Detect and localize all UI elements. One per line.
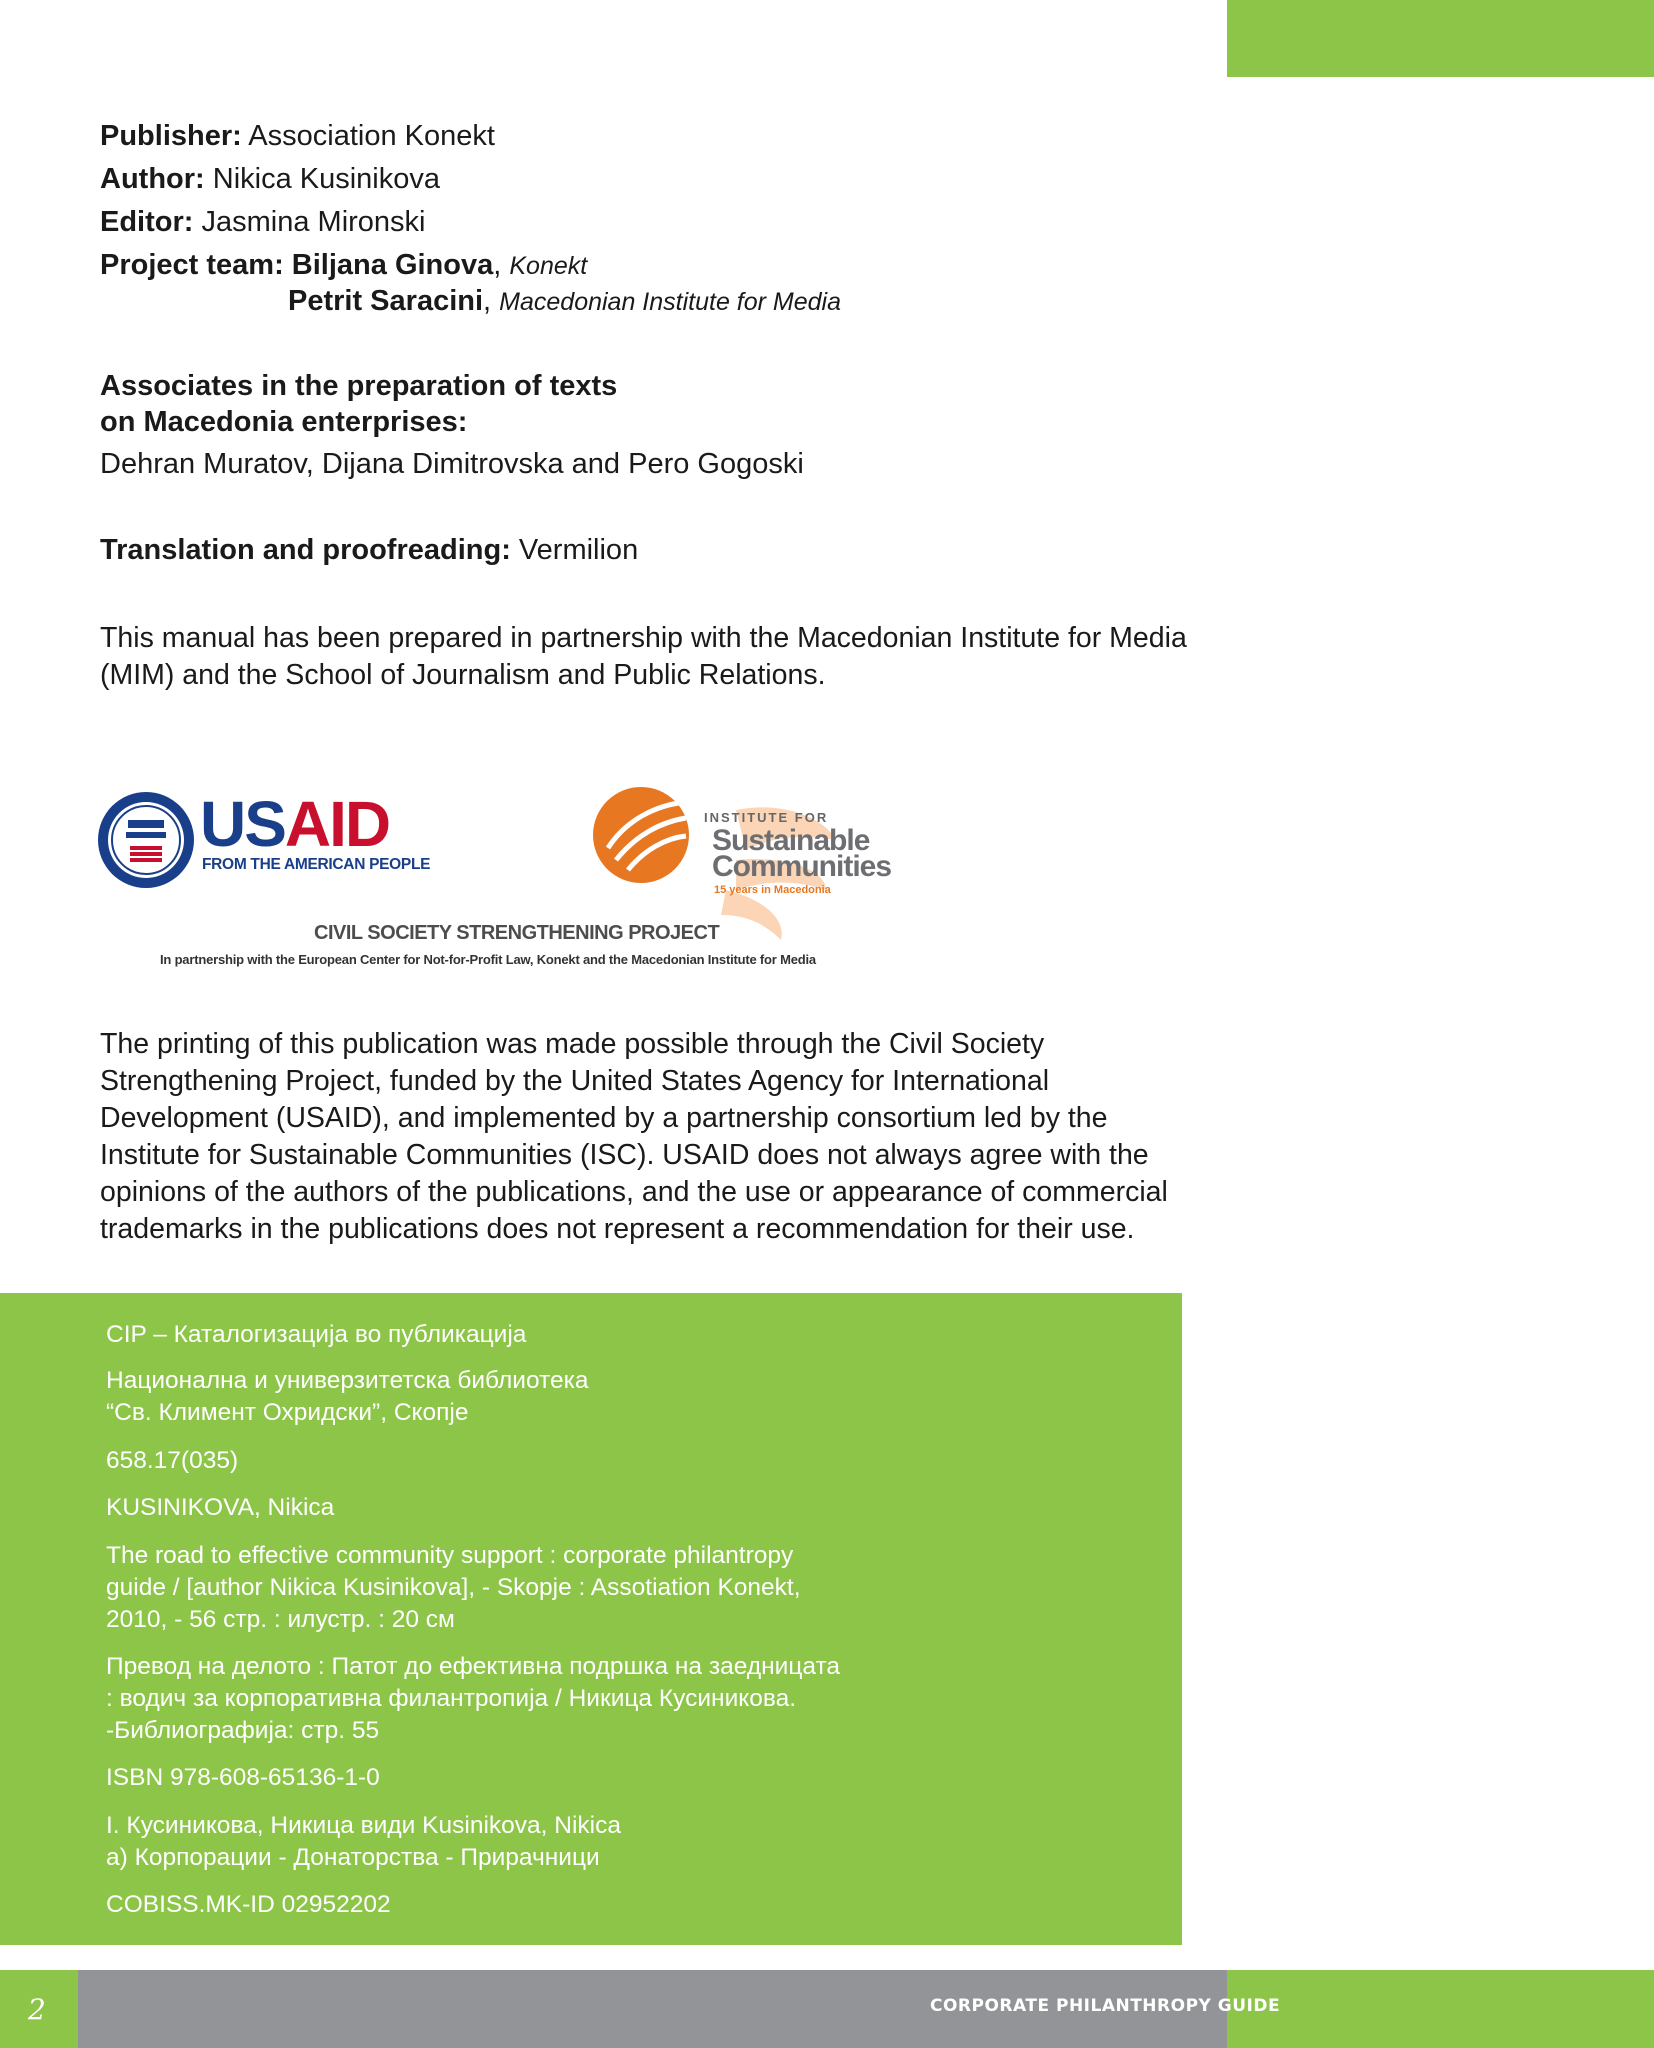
cip-classification: 658.17(035) (106, 1447, 239, 1474)
team-member-org: Konekt (509, 252, 588, 280)
editor-line (100, 204, 426, 240)
publisher-line (100, 118, 495, 154)
cip-cobiss: COBISS.MK-ID 02952202 (106, 1891, 391, 1918)
footer-title: CORPORATE PHILANTHROPY GUIDE (930, 1996, 1281, 2016)
cip-catalog-box (0, 1293, 1182, 1945)
cip-bibliography: -Библиографија: стр. 55 (106, 1717, 380, 1744)
associates-heading-1: Associates in the preparation of texts (100, 370, 618, 402)
publisher-value: Association Konekt (248, 120, 495, 152)
cip-translation-1: Превод на делото : Патот до ефективна подршка на заедницата (106, 1653, 841, 1680)
isc-name-line2: Communities (712, 850, 892, 883)
author-label: Author: (100, 163, 205, 195)
cip-library: Национална и универзитетска библиотека (106, 1367, 589, 1394)
sponsor-logos (96, 780, 976, 980)
team-member-name: Petrit Saracini (288, 285, 484, 317)
cip-title-1: The road to effective community support : corporate philantropy (106, 1542, 794, 1569)
translation-label: Translation and proofreading: (100, 534, 511, 566)
editor-label: Editor: (100, 206, 194, 238)
usaid-tagline: FROM THE AMERICAN PEOPLE (202, 856, 431, 873)
partnership-note: This manual has been prepared in partnership with the Macedonian Institute for Media (MIM) and the School of Journalism and Public Relations. (100, 622, 1187, 691)
project-partners: In partnership with the European Center for Not-for-Profit Law, Konekt and the Macedonian Institute for Media (160, 952, 816, 967)
translation-line (100, 532, 638, 568)
project-title: CIVIL SOCIETY STRENGTHENING PROJECT (314, 922, 720, 944)
cip-title-3: 2010, - 56 стр. : илустр. : 20 см (106, 1606, 455, 1633)
page-number: 2 (28, 1993, 46, 2026)
project-team-label: Project team: (100, 249, 284, 281)
team-member-name: Biljana Ginova (291, 249, 494, 281)
cip-index-2: а) Корпорации - Донаторства - Прирачници (106, 1844, 600, 1871)
cip-translation-2: : водич за корпоративна филантропија / Никица Кусиникова. (106, 1685, 797, 1712)
author-line (100, 161, 440, 197)
isc-kicker: INSTITUTE FOR (704, 810, 829, 825)
project-team-line-2: Petrit Saracini, Macedonian Institute for Media (288, 285, 842, 317)
cip-isbn: ISBN 978-608-65136-1-0 (106, 1764, 380, 1791)
usaid-wordmark: USAID (200, 788, 390, 860)
associates-names: Dehran Muratov, Dijana Dimitrovska and Pero Gogoski (100, 448, 804, 480)
translation-value: Vermilion (518, 534, 639, 566)
editor-value: Jasmina Mironski (201, 206, 426, 238)
author-value: Nikica Kusinikova (212, 163, 441, 195)
team-member-org: Macedonian Institute for Media (499, 288, 842, 316)
isc-name-line1: Sustainable (712, 824, 870, 857)
usaid-seal-icon (96, 790, 196, 890)
top-accent-bar (1227, 0, 1654, 77)
publisher-label: Publisher: (100, 120, 242, 152)
cip-author: KUSINIKOVA, Nikica (106, 1494, 335, 1521)
funding-disclaimer: The printing of this publication was made possible through the Civil Society Strengthening Project, funded by the United States Agency for International Development (USAID), and implemented by a partnership consortium led by the Institute for Sustainable Communities (ISC). USAID does not always agree with the opinions of the authors of the publications, and the use or appearance of commercial trademarks in the publications does not represent a recommendation for their use. (100, 1028, 1168, 1245)
associates-heading-2: on Macedonia enterprises: (100, 406, 468, 438)
cip-index-1: I. Кусиникова, Никица види Kusinikova, Nikica (106, 1812, 621, 1839)
isc-subtitle: 15 years in Macedonia (714, 884, 831, 896)
cip-library-name: “Св. Климент Охридски”, Скопје (106, 1399, 469, 1426)
cip-heading: CIP – Каталогизација во публикација (106, 1321, 527, 1348)
project-team-line: Project team: Biljana Ginova, Konekt (100, 249, 588, 281)
cip-title-2: guide / [author Nikica Kusinikova], - Skopje : Assotiation Konekt, (106, 1574, 801, 1601)
footer-accent (1227, 1970, 1654, 2048)
